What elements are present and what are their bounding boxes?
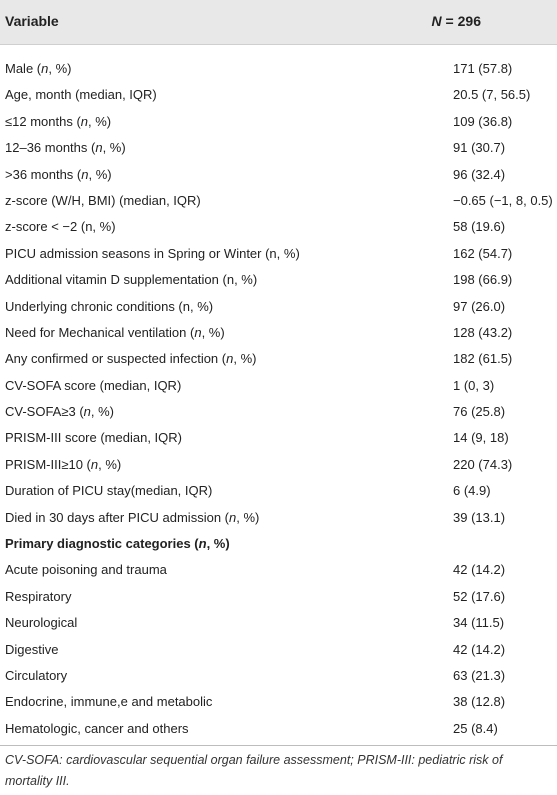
row-variable-label (5, 452, 121, 478)
row-variable-label (5, 135, 126, 161)
table-row (0, 56, 557, 82)
row-label-text: >36 months ( (5, 166, 82, 182)
row-variable-label (5, 82, 157, 108)
row-value: 42 (14.2) (453, 562, 506, 578)
table-header (0, 0, 557, 45)
row-label-italic: n (81, 166, 89, 182)
row-label-text: PRISM-III≥10 ( (5, 456, 91, 472)
row-label-text: Primary diagnostic categories ( (5, 536, 199, 552)
row-label-text: CV-SOFA≥3 ( (5, 404, 84, 420)
table-footnote: CV-SOFA: cardiovascular sequential organ failure assessment; PRISM-III: pediatric risk of mortality III. (5, 753, 503, 788)
row-value: 91 (30.7) (453, 140, 506, 156)
row-variable-label (5, 689, 212, 715)
row-variable-label (5, 531, 230, 557)
row-variable-label (5, 56, 71, 82)
row-label-suffix: , %) (90, 404, 115, 420)
table-row (0, 162, 557, 188)
row-variable-label (5, 637, 58, 663)
row-label-suffix: , %) (233, 351, 257, 367)
row-variable-label (5, 557, 167, 583)
row-value: 39 (13.1) (453, 509, 506, 525)
header-sample-size (432, 13, 481, 29)
table-row (0, 241, 557, 267)
row-label-suffix: , %) (201, 324, 225, 340)
row-label-text: Additional vitamin D supplementation (n, %) (5, 272, 258, 288)
row-label-text: Duration of PICU stay(median, IQR) (5, 483, 213, 499)
header-variable: Variable (5, 13, 59, 29)
row-label-italic: n (90, 456, 99, 472)
row-value: 128 (43.2) (453, 324, 513, 340)
row-label-text: Respiratory (5, 588, 72, 604)
row-value: 25 (8.4) (453, 720, 498, 736)
row-variable-label (5, 214, 116, 240)
table-row (0, 689, 557, 715)
table-row (0, 214, 557, 240)
row-label-italic: n (95, 140, 103, 156)
table-body (0, 56, 557, 742)
row-value: 38 (12.8) (453, 694, 506, 710)
row-label-text: Neurological (5, 615, 78, 631)
row-variable-label (5, 610, 77, 636)
row-label-suffix: , %) (88, 166, 112, 182)
row-variable-label (5, 346, 256, 372)
row-label-text: PRISM-III score (median, IQR) (5, 430, 182, 446)
row-value: 109 (36.8) (453, 113, 513, 129)
row-label-italic: n (83, 404, 91, 420)
table-row (0, 610, 557, 636)
row-label-suffix: , %) (206, 536, 230, 552)
row-value: 96 (32.4) (453, 166, 506, 182)
table-row (0, 637, 557, 663)
row-value: 6 (4.9) (453, 483, 491, 499)
row-label-italic: n (226, 351, 234, 367)
row-variable-label (5, 399, 114, 425)
row-value: 58 (19.6) (453, 219, 506, 235)
table-row (0, 109, 557, 135)
row-label-text: Digestive (5, 641, 59, 657)
row-label-suffix: , %) (48, 61, 72, 76)
row-label-text: ≤12 months ( (5, 113, 81, 129)
row-variable-label (5, 188, 201, 214)
row-value: 34 (11.5) (453, 615, 505, 631)
header-n-value: = 296 (441, 13, 481, 29)
row-label-text: Endocrine, immune,e and metabolic (5, 694, 213, 710)
table-row (0, 716, 557, 742)
row-label-suffix: , %) (236, 509, 260, 525)
table-bottom-rule (0, 745, 557, 746)
row-variable-label (5, 241, 300, 267)
row-label-text: Circulatory (5, 667, 68, 683)
table-row (0, 135, 557, 161)
table-row (0, 346, 557, 372)
row-value: 162 (54.7) (453, 245, 513, 261)
row-label-text: Male ( (5, 61, 42, 76)
row-label-text: z-score (W/H, BMI) (median, IQR) (5, 192, 201, 208)
row-label-text: Died in 30 days after PICU admission ( (5, 509, 229, 525)
table-row (0, 294, 557, 320)
row-value: 182 (61.5) (453, 351, 513, 367)
row-variable-label (5, 162, 112, 188)
row-label-text: Need for Mechanical ventilation ( (5, 324, 195, 340)
row-label-text: Age, month (median, IQR) (5, 87, 157, 103)
row-label-italic: n (194, 324, 202, 340)
row-variable-label (5, 584, 71, 610)
row-label-text: Underlying chronic conditions (n, %) (5, 298, 214, 314)
row-variable-label (5, 109, 111, 135)
row-value: 97 (26.0) (453, 298, 506, 314)
row-value: 42 (14.2) (453, 641, 506, 657)
table-row (0, 663, 557, 689)
row-variable-label (5, 373, 181, 399)
row-label-suffix: , %) (102, 140, 126, 156)
row-variable-label (5, 716, 189, 742)
row-variable-label (5, 478, 212, 504)
row-label-italic: n (228, 509, 237, 525)
row-value: 220 (74.3) (453, 456, 513, 472)
row-label-text: Any confirmed or suspected infection ( (5, 351, 227, 367)
row-label-italic: n (41, 61, 49, 76)
row-label-italic: n (80, 113, 89, 129)
table-row (0, 452, 557, 478)
table-row (0, 320, 557, 346)
row-variable-label (5, 294, 213, 320)
row-label-italic: n (198, 536, 207, 552)
row-variable-label (5, 320, 225, 346)
row-value: −0.65 (−1, 8, 0.5) (453, 192, 553, 208)
table-row (0, 584, 557, 610)
table-section-heading (0, 531, 557, 557)
row-label-text: PICU admission seasons in Spring or Winter (n, %) (5, 245, 300, 261)
table-row (0, 425, 557, 451)
row-label-text: z-score < −2 (n, %) (5, 219, 116, 235)
row-value: 20.5 (7, 56.5) (453, 87, 531, 103)
table-row (0, 267, 557, 293)
row-variable-label (5, 663, 67, 689)
row-label-text: Hematologic, cancer and others (5, 720, 189, 736)
row-value: 198 (66.9) (453, 272, 513, 288)
row-label-suffix: , %) (88, 113, 112, 129)
row-label-text: Acute poisoning and trauma (5, 562, 167, 578)
table-row (0, 373, 557, 399)
table-row (0, 188, 557, 214)
row-label-text: 12–36 months ( (5, 140, 96, 156)
table-row (0, 505, 557, 531)
header-n-label: N (431, 13, 442, 29)
row-label-suffix: , %) (98, 456, 122, 472)
table-row (0, 399, 557, 425)
row-value: 1 (0, 3) (453, 377, 495, 393)
row-value: 76 (25.8) (453, 404, 506, 420)
row-label-text: CV-SOFA score (median, IQR) (5, 377, 182, 393)
row-value: 63 (21.3) (453, 667, 506, 683)
table-row (0, 557, 557, 583)
table-row (0, 478, 557, 504)
row-variable-label (5, 267, 257, 293)
row-value: 52 (17.6) (453, 588, 506, 604)
row-variable-label (5, 505, 259, 531)
row-value: 171 (57.8) (453, 61, 513, 76)
row-variable-label (5, 425, 182, 451)
table-row (0, 82, 557, 108)
row-value: 14 (9, 18) (453, 430, 509, 446)
